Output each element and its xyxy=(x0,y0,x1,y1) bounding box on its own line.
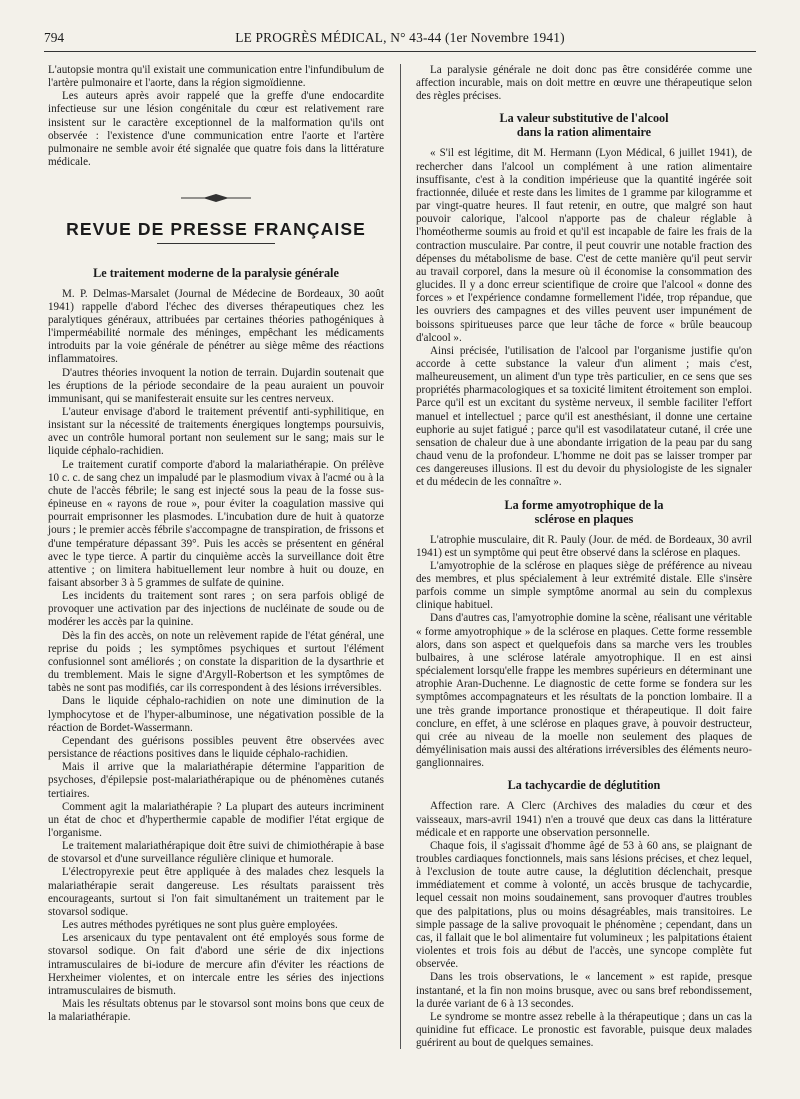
paragraph: « S'il est légitime, dit M. Hermann (Lyon Médical, 6 juillet 1941), de rechercher dans l'alcool un complément à une ration alimentaire insuffisante, c'est à la condition impérieuse que la quantité ingérée soit fractionnée, diluée et reste dans les limites de 1 gramme par kilogramme et par vingt-quatre heures. Il faut retenir, en outre, que malgré son haut pouvoir calorique, l'alcool n'apporte pas de chaleur réglable à l'homéotherme soumis au froid et qu'il est incapable de faire les frais de la contraction musculaire. Par contre, il peut couvrir une notable fraction des dépenses du métabolisme de base. C'est de cette manière qu'il peut servir au travail corporel, dans la mesure où il économise la consommation des glucides. Il y a donc erreur scientifique de croire que l'alcool « donne des forces » et l'expérience condamne formellement l'idée, trop répandue, que les ouvriers des campagnes et des villes peuvent user impunément de boissons spiritueuses parce que leur tâche de force « brûle beaucoup d'alcool ». xyxy=(416,147,752,344)
paragraph: Chaque fois, il s'agissait d'homme âgé de 53 à 60 ans, se plaignant de troubles cardiaques fonctionnels, mais sans lésions précises, et chez lequel, à l'exclusion de toute autre cause, la déglutition déclenchait, presque immédiatement et comme à volonté, un accès brusque de tachycardie, lequel cessait non moins soudainement, sans provoquer d'autres troubles que des palpitations, plus ou moins désagréables, mais transitoires. Le simple passage de la salive provoquait le phénomène ; cependant, dans un cas, il fallait que le bol alimentaire fut volumineux ; les palpitations étaient violentes et trois fois au début de l'accès, une syncope complète fut observée. xyxy=(416,839,752,971)
paragraph: L'autopsie montra qu'il existait une communication entre l'infundibulum de l'artère pulmonaire et l'aorte, dans la région sigmoïdienne. xyxy=(48,64,384,90)
paragraph: Le traitement curatif comporte d'abord la malariathérapie. On prélève 10 c. c. de sang chez un impaludé par le plasmodium vivax à l'acmé ou à la chute de l'accès fébrile; le sang est injecté sous la peau de la fosse sus-épineuse en « rayons de roue », pour éviter la coagulation massive qui pourrait emprisonner les plasmodes. L'incubation dure de huit à quatorze jours ; le premier accès fébrile s'accompagne de transpiration, de frissons et d'une température dépassant 39°. Puis les accès se présentent en général avec le type tierce. A partir du cinquième accès la surveillance doit être attentive ; on limitera habituellement leur nombre à huit ou douze, en faisant absorber 3 à 5 grammes de sulfate de quinine. xyxy=(48,458,384,589)
paragraph: Dès la fin des accès, on note un relèvement rapide de l'état général, une reprise du poids ; les symptômes psychiques et surtout l'élément confusionnel sont améliorés ; on constate la disparition de la dysarthrie et du tremblement. Mais le signe d'Argyll-Robertson et les symptômes de tabès ne sont pas modifiés, car ils correspondent à des lésions irréversibles. xyxy=(48,629,384,695)
article-title-line: dans la ration alimentaire xyxy=(516,125,652,140)
section-title: REVUE DE PRESSE FRANÇAISE xyxy=(66,219,366,240)
paragraph: L'électropyrexie peut être appliquée à des malades chez lesquels la malariathérapie serait dangereuse. Les résultats paraissent très encourageants, surtout si l'on fait simultanément un traitement par le stovarsol sodique. xyxy=(48,866,384,918)
paragraph: Les autres méthodes pyrétiques ne sont plus guère employées. xyxy=(62,919,338,932)
paragraph: Les arsenicaux du type pentavalent ont été employés sous forme de stovarsol sodique. On fait d'abord une série de dix injections intramusculaires de bi-iodure de mercure afin d'éviter les réactions de Herxheimer violentes, et on intercale entre les séries des injections intramusculaires de bismuth. xyxy=(48,932,384,997)
article-title: La tachycardie de déglutition xyxy=(507,778,661,793)
paragraph: D'autres théories invoquent la notion de terrain. Dujardin soutenait que les éruptions de la période secondaire de la peau auraient un pouvoir immunisant, qui se manifesterait ensuite sur les centres nerveux. xyxy=(48,366,384,405)
paragraph: Affection rare. A Clerc (Archives des maladies du cœur et des vaisseaux, mars-avril 1941) n'en a trouvé que deux cas dans la littérature médicale et en rapporte une observation personnelle. xyxy=(416,800,752,839)
running-header xyxy=(44,30,756,50)
article-title-line: La valeur substitutive de l'alcool xyxy=(499,111,669,126)
paragraph: L'atrophie musculaire, dit R. Pauly (Jour. de méd. de Bordeaux, 30 avril 1941) est un symptôme qui peut être observé dans la sclérose en plaques. xyxy=(416,533,752,559)
paragraph: Dans les trois observations, le « lancement » est rapide, presque instantané, et la fin non moins brusque, avec ou sans bref rebondissement, la durée variant de 6 à 13 secondes. xyxy=(416,971,752,1010)
section-rule xyxy=(157,243,275,244)
paragraph: La paralysie générale ne doit donc pas être considérée comme une affection incurable, mais on doit mettre en œuvre une thérapeutique selon des règles précises. xyxy=(416,64,752,103)
ornament-divider xyxy=(48,193,384,207)
left-column xyxy=(48,64,384,1024)
article-title xyxy=(416,498,752,526)
header-rule xyxy=(44,51,756,52)
paragraph: Mais il arrive que la malariathérapie détermine l'apparition de psychoses, d'épilepsie post-malariathérapique ou de phénomènes cutanés tertiaires. xyxy=(48,761,384,800)
paragraph: Le syndrome se montre assez rebelle à la thérapeutique ; dans un cas la quinidine fut efficace. Le pronostic est favorable, puisque deux malades guérirent au bout de quelques semaines. xyxy=(416,1010,752,1050)
paragraph: Mais les résultats obtenus par le stovarsol sont moins bons que ceux de la malariathérapie. xyxy=(48,998,384,1024)
paragraph: Comment agit la malariathérapie ? La plupart des auteurs incriminent un état de choc et d'hyperthermie capable de modifier l'état ergique de l'organisme. xyxy=(48,800,384,839)
page-number: 794 xyxy=(44,30,65,45)
paragraph: Dans le liquide céphalo-rachidien on note une diminution de la lymphocytose et de l'hyper-albuminose, une négativation possible de la réaction de Bordet-Wassermann. xyxy=(48,695,384,734)
column-divider xyxy=(400,64,401,1049)
paragraph: L'auteur envisage d'abord le traitement préventif anti-syphilitique, en insistant sur la nécessité de traitements énergiques longtemps poursuivis, avec un contrôle humoral portant non seulement sur le sang; mais sur le liquide céphalo-rachidien. xyxy=(48,405,384,458)
journal-title: LE PROGRÈS MÉDICAL, N° 43-44 (1er Novembre 1941) xyxy=(235,30,565,45)
article-title-line: La forme amyotrophique de la xyxy=(504,497,664,512)
paragraph: Cependant des guérisons possibles peuvent être observées avec persistance de réactions positives dans le liquide céphalo-rachidien. xyxy=(48,734,384,761)
right-column xyxy=(416,64,752,1050)
paragraph: Les incidents du traitement sont rares ; on sera parfois obligé de provoquer une activation par des injections de nucléinate de soude ou de modérer les accès par la quinine. xyxy=(48,590,384,629)
paragraph: M. P. Delmas-Marsalet (Journal de Médecine de Bordeaux, 30 août 1941) rappelle d'abord l'échec des diverses thérapeutiques chez les paralytiques généraux, attribuées par certaines théories pathogéniques à l'imperméabilité normale des méninges, empêchant les médicaments introduits par la voie générale de pénétrer au siège même des réactions inflammatoires. xyxy=(48,287,384,366)
article-title: Le traitement moderne de la paralysie générale xyxy=(93,265,339,280)
paragraph: Dans d'autres cas, l'amyotrophie domine la scène, réalisant une véritable « forme amyotrophique » de la sclérose en plaques. Cette forme ressemble alors, dans son aspect et quelquefois dans sa marche vers les troubles bulbaires, à une sclérose latérale amyotrophique. Il en est ainsi spécialement lorsqu'elle frappe les membres supérieurs en déterminant une atrophie Aran-Duchenne. Le diagnostic de cette forme se fondera sur les symptômes accompagnateurs et les résultats de la ponction lombaire. Il a une très grande importance pronostique et thérapeutique. Il doit faire conclure, en effet, à une sclérose en plaques grave, à pouvoir destructeur, qui crée au niveau de la moelle non seulement des plaques de démyélinisation mais aussi des altérations irréversibles des éléments neuro-ganglionnaires. xyxy=(416,612,752,770)
paragraph: Les auteurs après avoir rappelé que la greffe d'une endocardite infectieuse sur une lésion congénitale du cœur est relativement rare insistent sur le caractère exceptionnel de la malformation qu'ils ont observée : l'existence d'une communication entre l'aorte et l'artère pulmonaire ne semble avoir été signalée que quatre fois dans la littérature médicale. xyxy=(48,90,384,169)
paragraph: Ainsi précisée, l'utilisation de l'alcool par l'organisme justifie qu'on accorde à cette substance la valeur d'un aliment ; mais c'est, malheureusement, un aliment d'un type très particulier, en ce sens que ses propriétés pharmacologiques et sa toxicité limitent étroitement son emploi. Parce qu'il est un excitant du système nerveux, il semble faciliter l'effort manuel et intellectuel ; parce qu'il est anesthésiant, il donne une certaine euphorie au sujet fatigué ; parce qu'il est vasodilatateur cutané, il crée une sensation de chaleur due à une abondante irrigation de la peau par du sang chaud venu de la profondeur. L'homme ne doit pas se laisser tromper par ces dangereuses illusions. Il est du devoir du physiologiste de les signaler et du médecin de les connaître ». xyxy=(416,344,752,489)
article-title xyxy=(416,111,752,139)
article-title-line: sclérose en plaques xyxy=(534,511,634,526)
paragraph: L'amyotrophie de la sclérose en plaques siège de préférence au niveau des membres, et plus spécialement à leur extrémité distale. Elle s'insère parfois comme un simple symptôme anormal au sein du complexus clinique habituel. xyxy=(416,559,752,612)
paragraph: Le traitement malariathérapique doit être suivi de chimiothérapie à base de stovarsol et d'une surveillance régulière clinique et humorale. xyxy=(48,840,384,866)
